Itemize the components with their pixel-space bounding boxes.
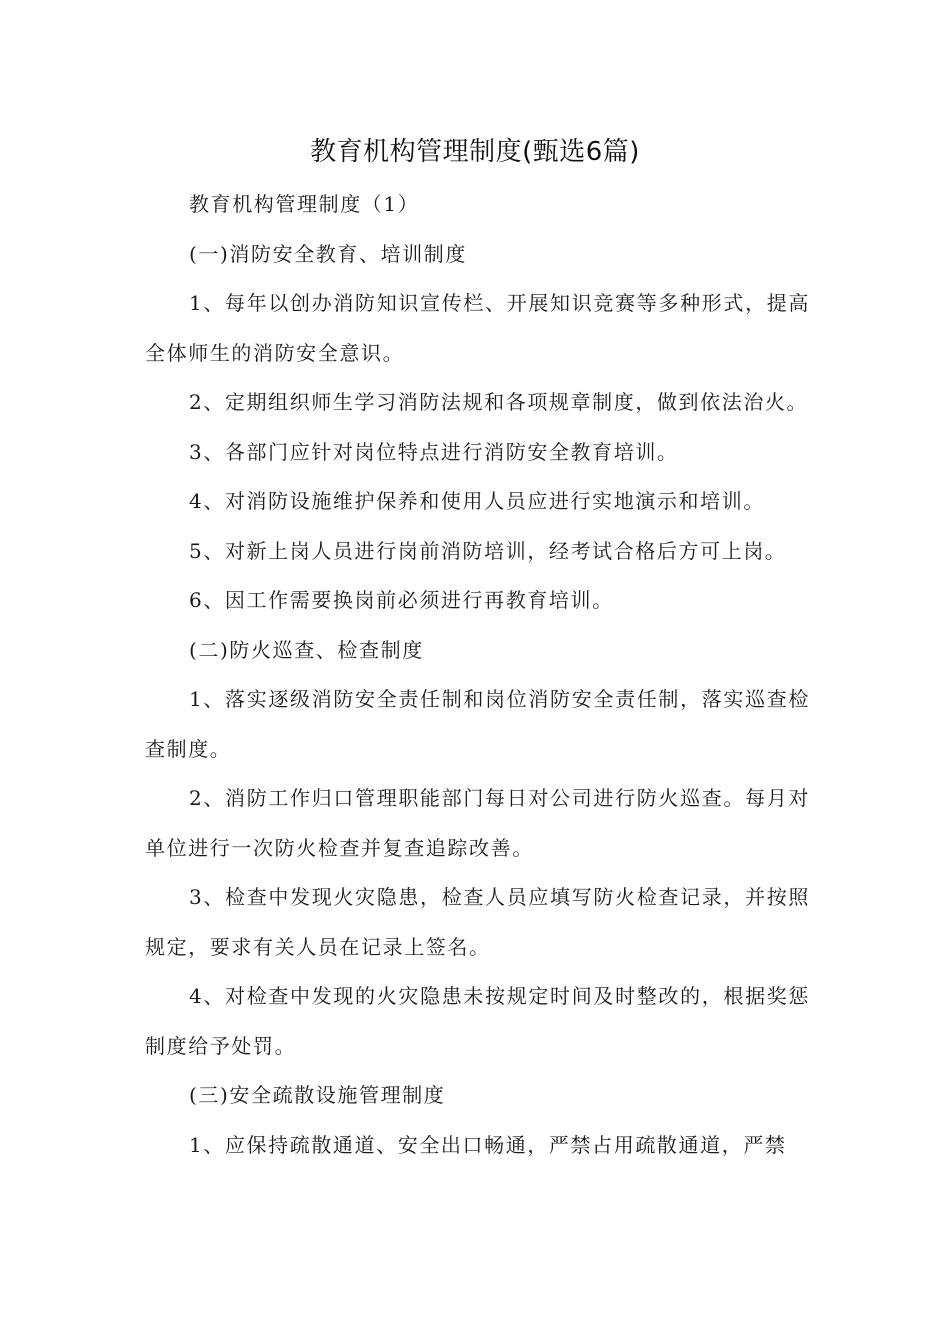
subsection-heading: (三)安全疏散设施管理制度 [189,1083,446,1107]
paragraph: 1、落实逐级消防安全责任制和岗位消防安全责任制，落实巡查检查制度。 [145,687,810,761]
paragraph: 3、各部门应针对岗位特点进行消防安全教育培训。 [189,439,679,464]
document-body [145,180,810,1170]
paragraph: 3、检查中发现火灾隐患，检查人员应填写防火检查记录，并按照规定，要求有关人员在记录上签名。 [145,885,810,959]
paragraph: 4、对消防设施维护保养和使用人员应进行实地演示和培训。 [189,489,765,513]
subsection-heading: (二)防火巡查、检查制度 [189,637,424,662]
paragraph: 1、应保持疏散通道、安全出口畅通，严禁占用疏散通道，严禁 [189,1132,787,1157]
paragraph: 5、对新上岗人员进行岗前消防培训，经考试合格后方可上岗。 [189,538,787,563]
section-title: 教育机构管理制度（1） [189,192,420,216]
paragraph: 4、对检查中发现的火灾隐患未按规定时间及时整改的，根据奖惩制度给予处罚。 [145,984,810,1058]
paragraph: 6、因工作需要换岗前必须进行再教育培训。 [189,588,614,612]
subsection-heading: (一)消防安全教育、培训制度 [189,241,468,266]
paragraph: 1、每年以创办消防知识宣传栏、开展知识竞赛等多种形式，提高全体师生的消防安全意识。 [145,291,810,365]
paragraph: 2、定期组织师生学习消防法规和各项规章制度，做到依法治火。 [189,390,809,414]
document-title: 教育机构管理制度(甄选6篇) [310,137,640,167]
paragraph: 2、消防工作归口管理职能部门每日对公司进行防火巡查。每月对单位进行一次防火检查并复查追踪改善。 [145,786,810,860]
